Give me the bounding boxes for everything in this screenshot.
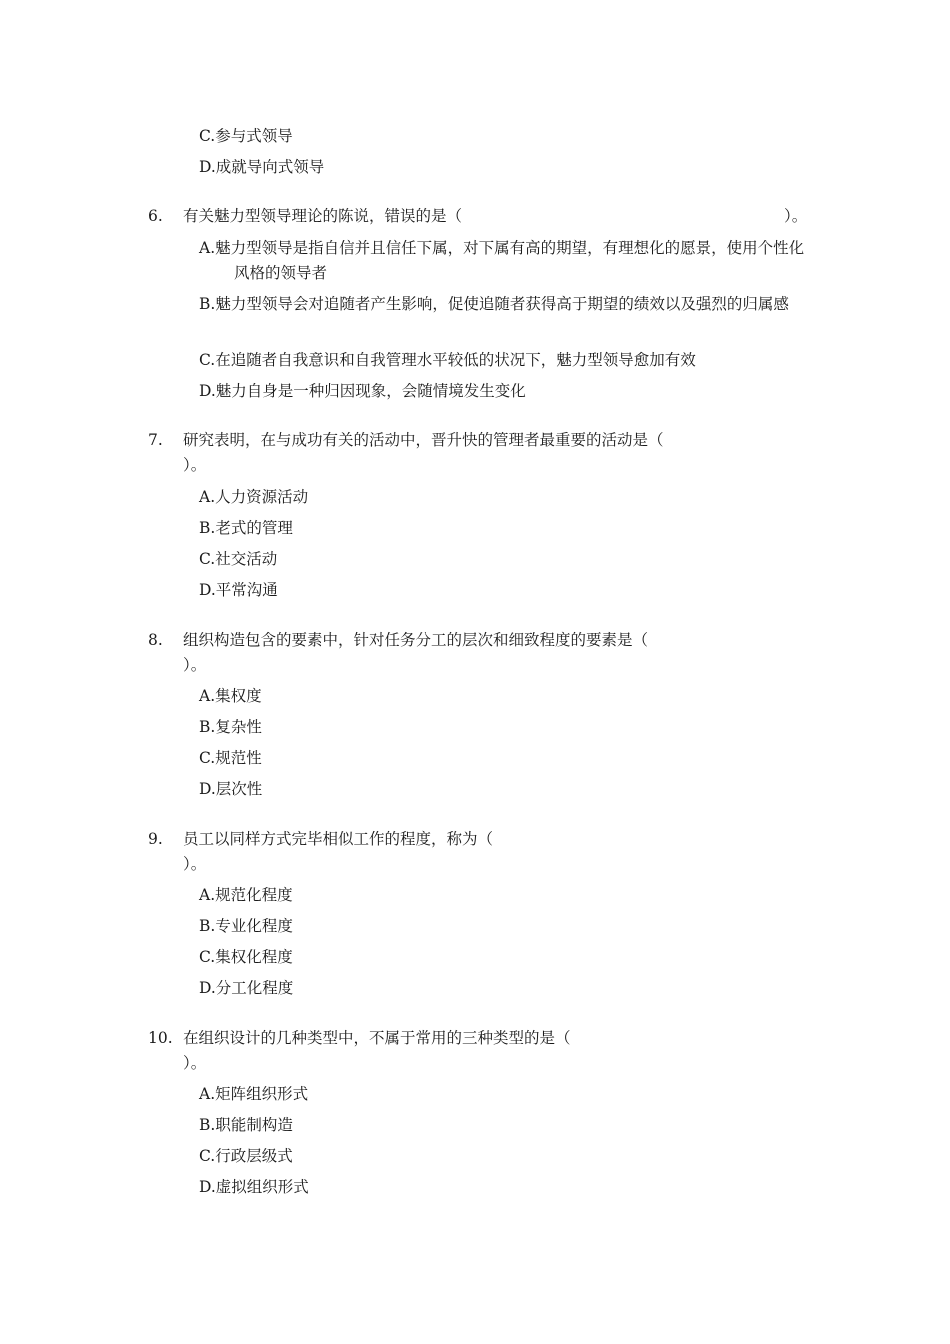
question-10 <box>148 1026 828 1076</box>
option-c: C.行政层级式 <box>199 1147 293 1165</box>
answer-blank-end: ）。 <box>784 207 808 225</box>
question-number: 8. <box>148 631 163 649</box>
answer-blank-end: ）。 <box>183 656 207 674</box>
option-a: A.集权度 <box>199 687 262 705</box>
question-stem: 研究表明，在与成功有关的活动中，晋升快的管理者最重要的活动是（ <box>183 431 664 449</box>
question-6 <box>148 204 828 229</box>
option-c: C.社交活动 <box>199 550 278 568</box>
option-b: B.老式的管理 <box>199 519 293 537</box>
option-a: A.人力资源活动 <box>199 488 309 506</box>
option-c-prev: C.参与式领导 <box>199 127 293 145</box>
question-stem: 组织构造包含的要素中，针对任务分工的层次和细致程度的要素是（ <box>183 631 649 649</box>
question-number: 6. <box>148 207 163 225</box>
option-d-prev: D.成就导向式领导 <box>199 158 325 176</box>
question-number: 9. <box>148 830 163 848</box>
option-c: C.集权化程度 <box>199 948 293 966</box>
question-stem: 员工以同样方式完毕相似工作的程度，称为（ <box>183 830 494 848</box>
answer-blank-end: ）。 <box>183 855 207 873</box>
option-d: D.层次性 <box>199 780 263 798</box>
question-number: 7. <box>148 431 163 449</box>
option-d: D.魅力自身是一种归因现象，会随情境发生变化 <box>199 382 526 400</box>
option-a: A.魅力型领导是指自信并且信任下属，对下属有高的期望，有理想化的愿景，使用个性化风格的领导者 <box>199 239 805 282</box>
option-b: B.职能制构造 <box>199 1116 293 1134</box>
option-a: A.规范化程度 <box>199 886 293 904</box>
option-b: B.复杂性 <box>199 718 262 736</box>
option-d: D.平常沟通 <box>199 581 278 599</box>
question-number: 10. <box>148 1029 173 1047</box>
answer-blank-end: ）。 <box>183 456 207 474</box>
option-c: C.规范性 <box>199 749 262 767</box>
option-b: B.专业化程度 <box>199 917 293 935</box>
option-a: A.矩阵组织形式 <box>199 1085 309 1103</box>
answer-blank-end: ）。 <box>183 1054 207 1072</box>
option-d: D.分工化程度 <box>199 979 294 997</box>
option-b: B.魅力型领导会对追随者产生影响，促使追随者获得高于期望的绩效以及强烈的归属感 <box>199 295 789 313</box>
question-8 <box>148 628 828 678</box>
option-d: D.虚拟组织形式 <box>199 1178 309 1196</box>
question-9 <box>148 827 828 877</box>
question-7 <box>148 428 828 478</box>
question-stem: 在组织设计的几种类型中，不属于常用的三种类型的是（ <box>183 1029 571 1047</box>
option-c: C.在追随者自我意识和自我管理水平较低的状况下，魅力型领导愈加有效 <box>199 351 696 369</box>
question-stem: 有关魅力型领导理论的陈说，错误的是（ <box>183 207 463 225</box>
